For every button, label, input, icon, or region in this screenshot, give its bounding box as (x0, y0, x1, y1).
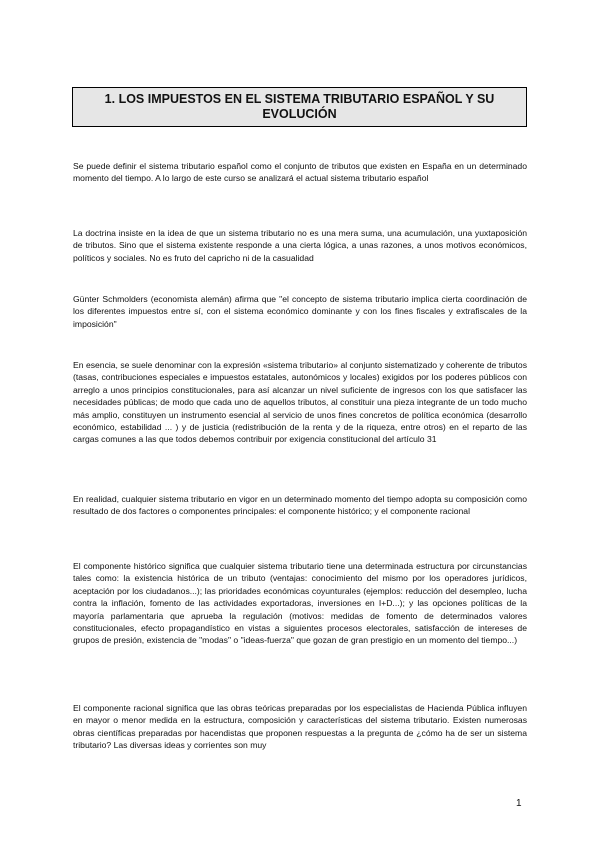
paragraph-essence: En esencia, se suele denominar con la expresión «sistema tributario» al conjunto sistematizado y coherente de tributos (tasas, contribuciones especiales e impuestos estatales, autonómicos y locales) exigidos por los poderes públicos con arreglo a unos principios constitucionales, para así alcanzar un nivel suficiente de ingresos con los que satisfacer las necesidades públicas; de modo que cada uno de aquellos tributos, al constituir una pieza integrante de un todo mucho más amplio, constituyen un instrumento esencial al servicio de unos fines concretos de política económica (desarrollo económico, estabilidad ... ) y de justicia (redistribución de la renta y de la riqueza, entre otros) en el reparto de las cargas comunes a las que todos debemos contribuir por exigencia constitucional del artículo 31 (73, 360, 527, 445)
section-title-text: 1. LOS IMPUESTOS EN EL SISTEMA TRIBUTARIO ESPAÑOL Y SU EVOLUCIÓN (104, 92, 495, 121)
paragraph-historical-component: El componente histórico significa que cualquier sistema tributario tiene una determinada estructura por circunstancias tales como: la existencia histórica de un tributo (ventajas: conocimiento del mismo por los operadores jurídicos, aceptación por los ciudadanos...); las prioridades económicas coyunturales (ejemplos: reducción del desempleo, lucha contra la inflación, fomento de las actividades exportadoras, inversiones en I+D...); y las opciones políticas de la mayoría parlamentaria que aprueba la regulación (motivos: medidas de fomento de determinados valores constitucionales, efecto propagandístico en vistas a siguientes procesos electorales, satisfacción de intereses de grupos de presión, existencia de "modas" o "ideas-fuerza" que gozan de gran prestigio en un momento del tiempo...) (73, 561, 527, 646)
section-title (72, 87, 527, 127)
paragraph-schmolders: Günter Schmolders (economista alemán) afirma que "el concepto de sistema tributario implica cierta coordinación de los diferentes impuestos entre sí, con el sistema económico dominante y con los fines fiscales y extrafiscales de la imposición" (73, 294, 527, 329)
paragraph-doctrine: La doctrina insiste en la idea de que un sistema tributario no es una mera suma, una acumulación, una yuxtaposición de tributos. Sino que el sistema existente responde a una cierta lógica, a unas razones, a unos motivos económicos, políticos y sociales. No es fruto del capricho ni de la casualidad (73, 228, 527, 263)
page-number: 1 (516, 798, 522, 809)
paragraph-components: En realidad, cualquier sistema tributario en vigor en un determinado momento del tiempo adopta su composición como resultado de dos factores o componentes principales: el componente histórico; y el componente racional (73, 494, 527, 517)
paragraph-definition: Se puede definir el sistema tributario español como el conjunto de tributos que existen en España en un determinado momento del tiempo. A lo largo de este curso se analizará el actual sistema tributario español (73, 161, 527, 184)
paragraph-rational-component: El componente racional significa que las obras teóricas preparadas por los especialistas de Hacienda Pública influyen en mayor o menor medida en la estructura, composición y características del sistema tributario. Existen numerosas obras científicas preparadas por hacendistas que proponen respuestas a la pregunta de ¿cómo ha de ser un sistema tributario? Las diversas ideas y corrientes son muy (73, 703, 527, 751)
